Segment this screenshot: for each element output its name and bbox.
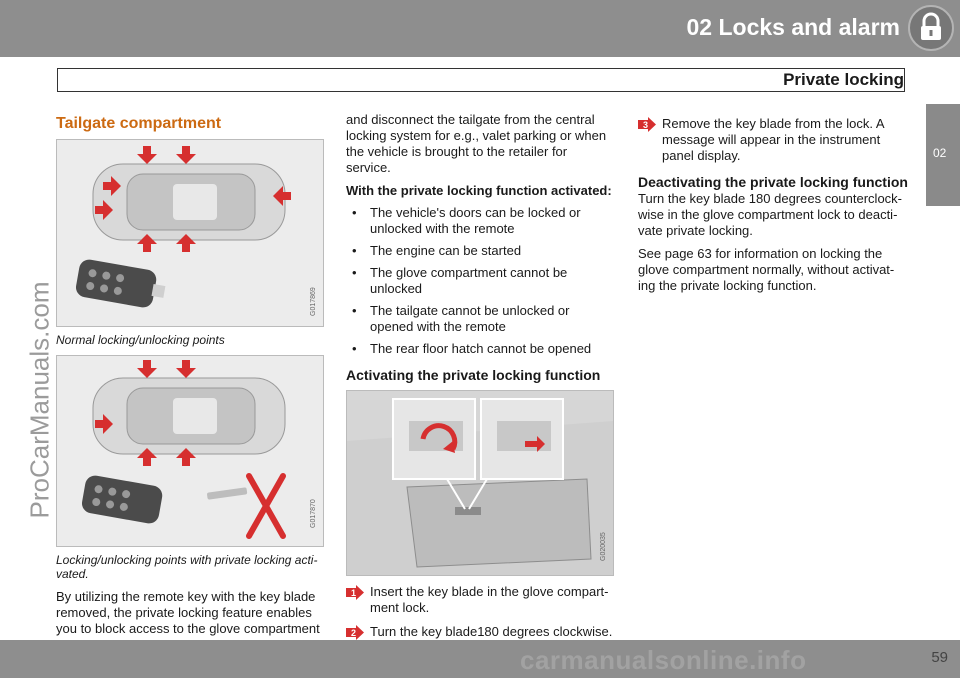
step-3 — [638, 116, 910, 164]
svg-text:2: 2 — [351, 628, 357, 638]
feature-list — [346, 205, 614, 357]
chapter-tab-label: 02 — [933, 146, 947, 160]
chapter-title: 02 Locks and alarm — [686, 14, 900, 40]
figure-glove-compartment — [346, 390, 614, 576]
body-paragraph: See page 63 for information on locking the glove compartment normally, without activat-ing the private locking function. — [638, 246, 895, 293]
step-text: Remove the key blade from the lock. A message will appear in the instrument panel display. — [662, 116, 884, 163]
step-1 — [346, 584, 614, 616]
right-column — [638, 112, 910, 301]
step-arrow-icon — [346, 625, 364, 640]
side-watermark: ProCarManuals.com — [24, 281, 55, 519]
step-text: Turn the key blade180 degrees clockwise. — [370, 624, 613, 639]
body-paragraph: Turn the key blade 180 degrees counterclock-wise in the glove compartment lock to deacti-vate private locking. — [638, 191, 903, 238]
bullets-subheading: With the private locking function activated: — [346, 183, 612, 198]
figure-caption: Normal locking/unlocking points — [56, 333, 225, 347]
section-title-box — [57, 68, 905, 92]
figure-code: G020035 — [600, 532, 607, 561]
body-paragraph: and disconnect the tailgate from the central locking system for e.g., valet parking or when the vehicle is brought to the retailer for service. — [346, 112, 607, 175]
list-item: • The rear floor hatch cannot be opened — [352, 341, 592, 356]
figure-private-locking — [56, 355, 324, 547]
body-paragraph: By utilizing the remote key with the key blade removed, the private locking feature enables you to block access to the glove compartment — [56, 589, 320, 636]
section-title: Private locking — [783, 70, 904, 89]
list-item: • The engine can be started — [352, 243, 522, 258]
step-arrow-icon — [638, 117, 656, 132]
padlock-icon — [908, 5, 954, 51]
list-item: • The tailgate cannot be unlocked or opened with the remote — [352, 303, 570, 334]
figure-code: G017869 — [310, 287, 317, 316]
left-column — [56, 112, 324, 644]
activating-heading: Activating the private locking function — [346, 367, 601, 383]
list-item: • The glove compartment cannot be unlocked — [352, 265, 568, 296]
figure-caption: Locking/unlocking points with private locking acti-vated. — [56, 553, 318, 581]
figure-normal-locking — [56, 139, 324, 327]
figure-code: G017870 — [310, 499, 317, 528]
page-number: 59 — [931, 649, 948, 666]
svg-text:1: 1 — [351, 588, 357, 598]
list-item: • The vehicle's doors can be locked or unlocked with the remote — [352, 205, 581, 236]
car-top-view-illustration — [57, 356, 323, 546]
step-2 — [346, 624, 614, 640]
glove-compartment-illustration — [347, 391, 613, 575]
step-text: Insert the key blade in the glove compart-ment lock. — [370, 584, 609, 615]
deactivating-heading: Deactivating the private locking function — [638, 174, 908, 190]
step-arrow-icon — [346, 585, 364, 600]
footer-bar — [0, 640, 960, 678]
svg-text:3: 3 — [643, 120, 649, 130]
middle-column — [346, 112, 614, 648]
car-top-view-illustration — [57, 140, 323, 326]
tailgate-heading: Tailgate compartment — [56, 115, 222, 132]
footer-watermark: carmanualsonline.info — [520, 645, 807, 675]
